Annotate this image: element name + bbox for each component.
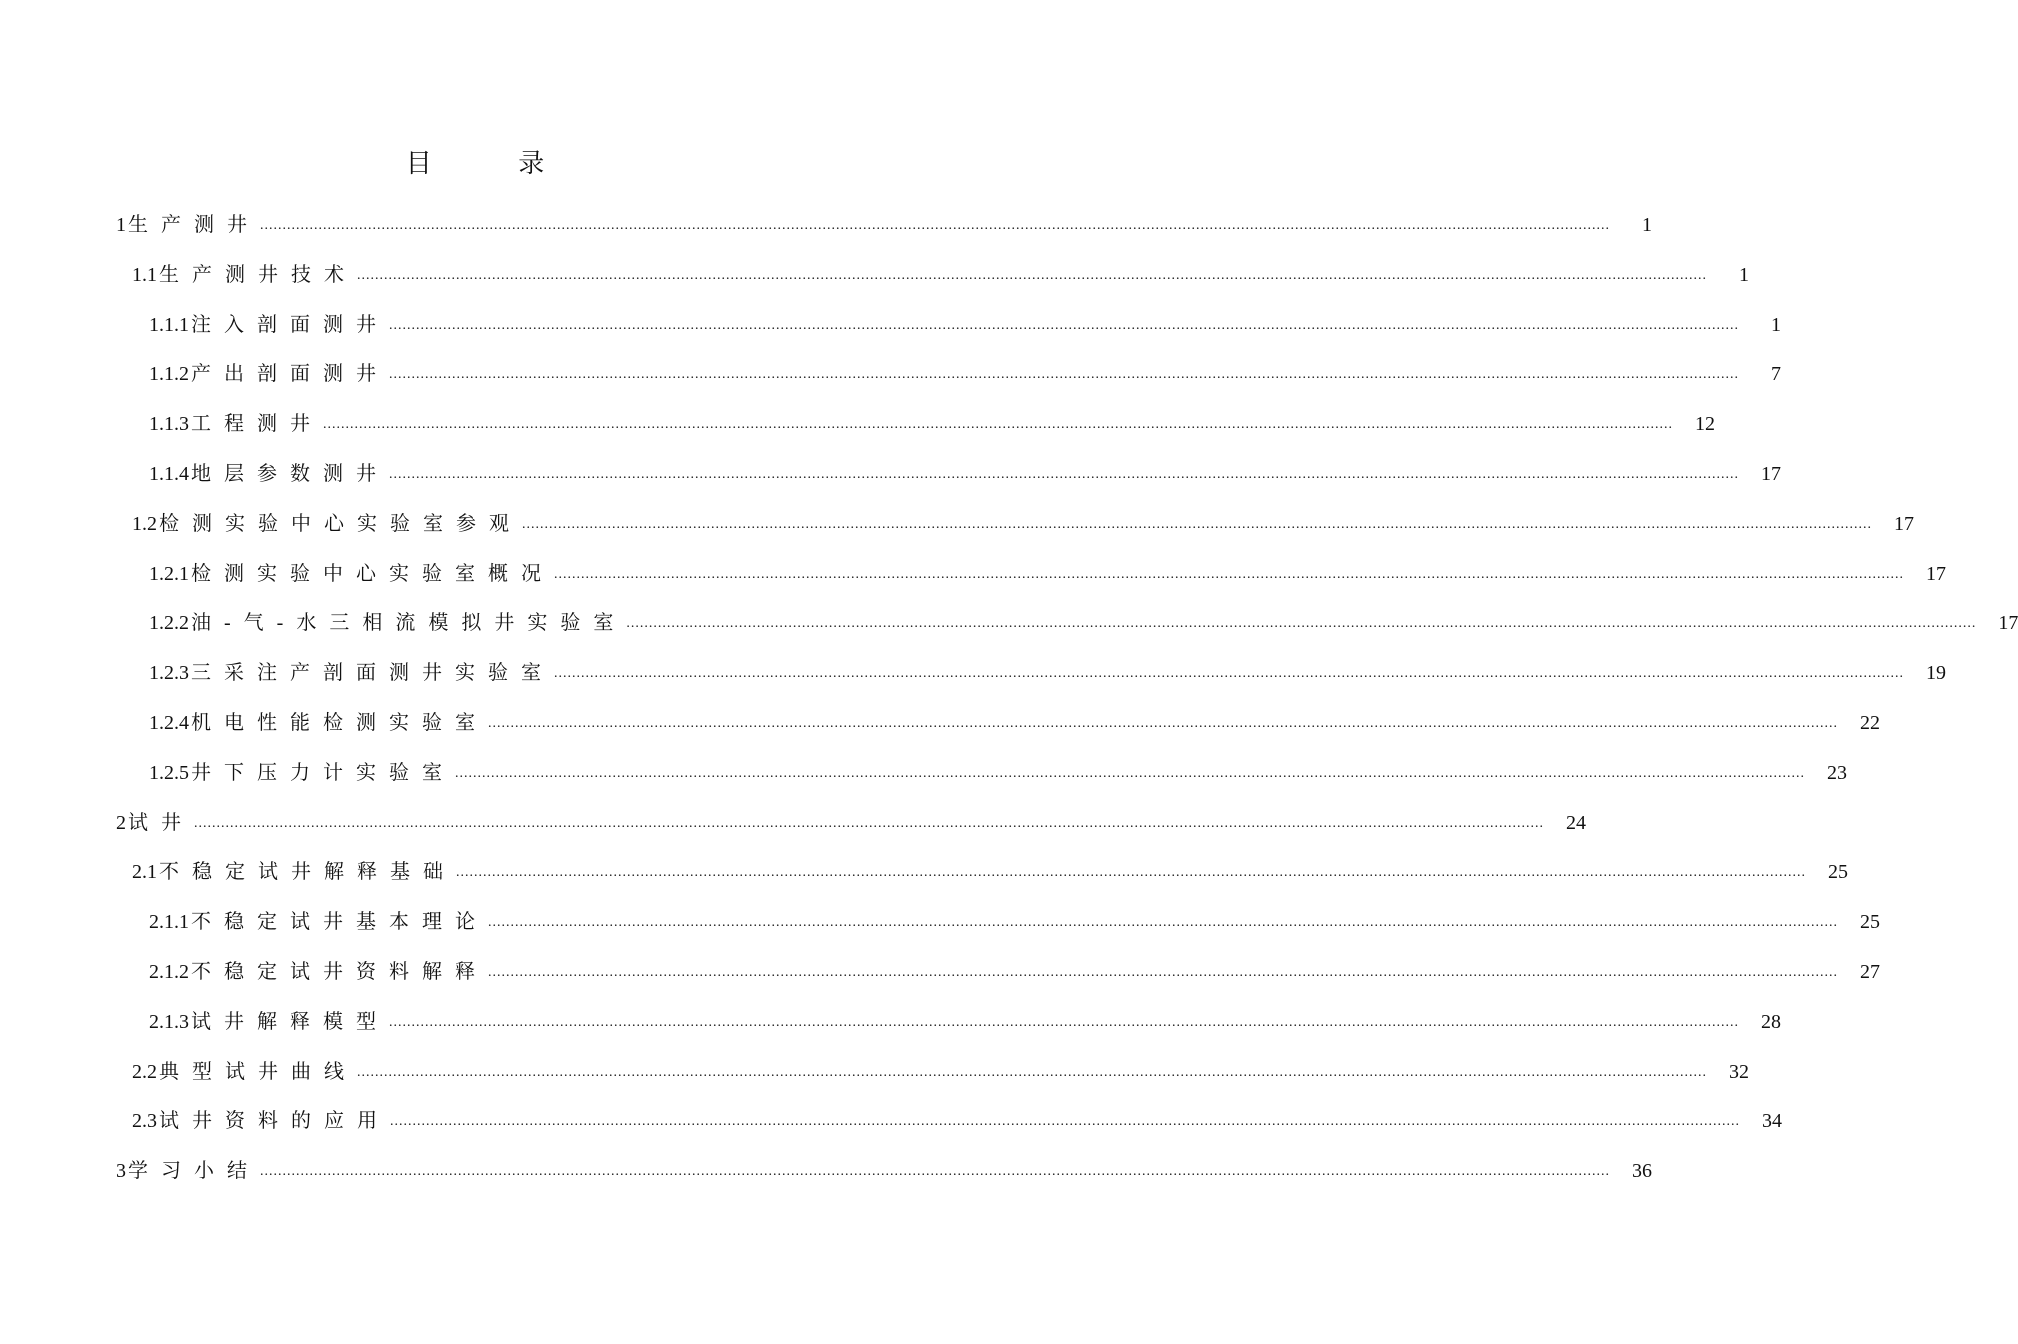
toc-entry[interactable]: [149, 708, 1880, 738]
toc-entry-title: 检测实验中心实验室参观: [159, 512, 522, 535]
toc-entry[interactable]: [149, 1007, 1781, 1037]
toc-entry-page-number: 17: [1998, 612, 2018, 635]
toc-entry[interactable]: [116, 1156, 1652, 1186]
toc-entry-page-number: 7: [1771, 363, 1781, 386]
dot-leader: ............................................................................................................................................................................................................................................................................................................: [323, 417, 1673, 433]
dot-leader: ............................................................................................................................................................................................................................................................................................................: [488, 716, 1838, 731]
toc-entry-page-number: 17: [1761, 463, 1781, 485]
toc-entry-title: 典型试井曲线: [159, 1060, 357, 1083]
page-title: 目 录: [405, 149, 585, 178]
toc-entry-page-number: 24: [1566, 811, 1586, 834]
dot-leader: ............................................................................................................................................................................................................................................................................................................: [389, 367, 1739, 383]
toc-entry-number: 1.2.4: [149, 712, 189, 734]
dot-leader: ............................................................................................................................................................................................................................................................................................................: [389, 1014, 1739, 1030]
toc-entry-page-number: 17: [1926, 562, 1946, 585]
toc-entry-title: 不稳定试井基本理论: [191, 911, 488, 934]
dot-leader: ............................................................................................................................................................................................................................................................................................................: [390, 1114, 1740, 1130]
toc-entry[interactable]: [149, 907, 1880, 937]
toc-entry-title: 工程测井: [191, 413, 323, 436]
toc-entry-number: 2.1: [132, 861, 157, 884]
dot-leader: ............................................................................................................................................................................................................................................................................................................: [455, 765, 1805, 781]
toc-entry-number: 1.1.2: [149, 363, 189, 386]
toc-entry-page-number: 19: [1926, 662, 1946, 685]
toc-entry-title: 生产测井: [128, 214, 260, 236]
toc-entry[interactable]: [149, 758, 1847, 788]
dot-leader: ............................................................................................................................................................................................................................................................................................................: [389, 317, 1739, 333]
dot-leader: ............................................................................................................................................................................................................................................................................................................: [554, 666, 1904, 682]
toc-entry-number: 1.2.5: [149, 761, 189, 784]
toc-entry-page-number: 25: [1860, 911, 1880, 934]
toc-entry[interactable]: [149, 310, 1781, 340]
toc-entry-title: 检测实验中心实验室概况: [191, 562, 554, 585]
toc-entry-page-number: 1: [1642, 214, 1652, 236]
toc-entry[interactable]: [149, 409, 1715, 439]
dot-leader: ............................................................................................................................................................................................................................................................................................................: [488, 965, 1838, 980]
toc-entry-title: 试井: [128, 811, 194, 834]
toc-entry-number: 1.2.2: [149, 612, 189, 635]
toc-entry[interactable]: [132, 1057, 1749, 1087]
toc-entry-number: 1.1.4: [149, 463, 189, 485]
toc-entry[interactable]: [149, 957, 1880, 987]
toc-entry-title: 油-气-水三相流模拟井实验室: [191, 612, 627, 635]
toc-entry-number: 2.1.2: [149, 961, 189, 983]
toc-entry-title: 试井解释模型: [191, 1010, 389, 1033]
dot-leader: ............................................................................................................................................................................................................................................................................................................: [194, 815, 1544, 831]
toc-entry[interactable]: [116, 808, 1586, 838]
toc-entry[interactable]: [149, 608, 2018, 638]
dot-leader: ............................................................................................................................................................................................................................................................................................................: [357, 267, 1707, 283]
toc-entry-title: 注入剖面测井: [191, 313, 389, 336]
dot-leader: ............................................................................................................................................................................................................................................................................................................: [456, 865, 1806, 881]
toc-entry-page-number: 22: [1860, 712, 1880, 734]
toc-entry-number: 1.2.3: [149, 662, 189, 685]
toc-entry-page-number: 17: [1894, 512, 1914, 535]
toc-entry-title: 机电性能检测实验室: [191, 712, 488, 734]
toc-entry[interactable]: [132, 857, 1848, 887]
toc-entry[interactable]: [132, 260, 1749, 290]
toc-entry-page-number: 25: [1828, 861, 1848, 884]
toc-entry-title: 学习小结: [128, 1160, 260, 1183]
dot-leader: ............................................................................................................................................................................................................................................................................................................: [488, 915, 1838, 931]
toc-entry[interactable]: [149, 359, 1781, 389]
toc-entry[interactable]: [149, 559, 1946, 589]
toc-entry-title: 不稳定试井资料解释: [191, 961, 488, 983]
dot-leader: ............................................................................................................................................................................................................................................................................................................: [626, 616, 1977, 632]
toc-entry-number: 1.1.1: [149, 313, 189, 336]
toc-entry-number: 2: [116, 811, 126, 834]
toc-entry-number: 2.2: [132, 1060, 157, 1083]
toc-entry-page-number: 34: [1762, 1110, 1782, 1133]
toc-entry-number: 1.1.3: [149, 413, 189, 436]
toc-entry-number: 1.2.1: [149, 562, 189, 585]
toc-entry-number: 2.1.1: [149, 911, 189, 934]
dot-leader: ............................................................................................................................................................................................................................................................................................................: [389, 467, 1739, 482]
toc-entry-number: 1.1: [132, 263, 157, 286]
toc-entry-number: 2.3: [132, 1110, 157, 1133]
toc-entry-page-number: 28: [1761, 1010, 1781, 1033]
toc-entry-number: 2.1.3: [149, 1010, 189, 1033]
dot-leader: ............................................................................................................................................................................................................................................................................................................: [260, 1164, 1610, 1180]
toc-entry-page-number: 12: [1695, 413, 1715, 436]
toc-entry-title: 井下压力计实验室: [191, 761, 455, 784]
dot-leader: ............................................................................................................................................................................................................................................................................................................: [522, 516, 1872, 532]
toc-entry-number: 1.2: [132, 512, 157, 535]
toc-entry-number: 3: [116, 1160, 126, 1183]
toc-entry[interactable]: [132, 509, 1914, 539]
toc-entry-title: 产出剖面测井: [191, 363, 389, 386]
dot-leader: ............................................................................................................................................................................................................................................................................................................: [260, 218, 1610, 233]
toc-entry-number: 1: [116, 214, 126, 236]
toc-entry[interactable]: [116, 210, 1652, 240]
toc-entry-title: 三采注产剖面测井实验室: [191, 662, 554, 685]
toc-entry-page-number: 32: [1729, 1060, 1749, 1083]
toc-entry[interactable]: [149, 658, 1946, 688]
toc-entry-title: 生产测井技术: [159, 263, 357, 286]
toc-entry-title: 试井资料的应用: [159, 1110, 390, 1133]
toc-entry-page-number: 36: [1632, 1160, 1652, 1183]
toc-entry-title: 不稳定试井解释基础: [159, 861, 456, 884]
toc-entry-title: 地层参数测井: [191, 463, 389, 485]
toc-entry-page-number: 23: [1827, 761, 1847, 784]
toc-entry[interactable]: [132, 1106, 1782, 1136]
dot-leader: ............................................................................................................................................................................................................................................................................................................: [554, 566, 1904, 582]
toc-entry[interactable]: [149, 459, 1781, 489]
toc-entry-page-number: 1: [1771, 313, 1781, 336]
dot-leader: ............................................................................................................................................................................................................................................................................................................: [357, 1064, 1707, 1080]
toc-entry-page-number: 1: [1739, 263, 1749, 286]
toc-entry-page-number: 27: [1860, 961, 1880, 983]
